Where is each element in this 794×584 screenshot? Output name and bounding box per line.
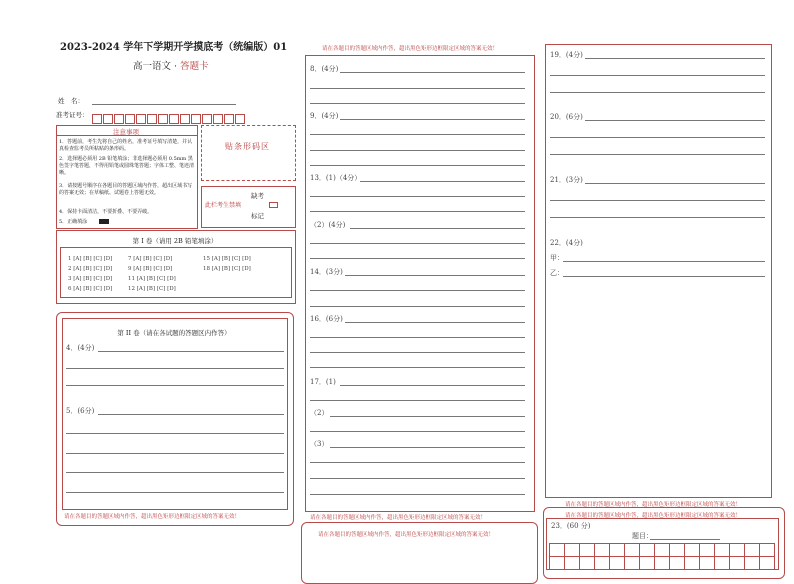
- notice-item-5: 5．正确填涂: [59, 219, 88, 225]
- choice-6[interactable]: 6 [A] [B] [C] [D]: [68, 286, 113, 292]
- q16-line[interactable]: [310, 337, 525, 338]
- q17-line[interactable]: [330, 416, 525, 417]
- choice-15[interactable]: 15 [A] [B] [C] [D]: [203, 256, 251, 262]
- id-label: 准考证号：: [56, 111, 89, 119]
- q17-line[interactable]: [310, 478, 525, 479]
- q19-label: 19．(4分): [550, 51, 583, 59]
- absent-label: 缺考: [251, 192, 264, 200]
- notice-item-1: 1．答题前，考生先将自己的姓名，准考证号填写清楚，并认真检查监考员所粘贴的条形码。: [59, 139, 193, 152]
- q5-line[interactable]: [98, 414, 284, 415]
- q13-line[interactable]: [310, 258, 525, 259]
- part1-title: 第 I 卷（请用 2B 铅笔填涂）: [132, 237, 218, 245]
- barcode-label: 贴条形码区: [225, 142, 270, 151]
- q5-line[interactable]: [66, 492, 284, 493]
- notice-item-2: 2．选择题必须用 2B 铅笔填涂；非选择题必须用 0.5mm 黑色签字笔答题，不得用铅笔或圆珠笔答题；字体工整、笔迹清晰。: [59, 156, 195, 176]
- warning-text: 请在各题目的答题区域内作答，超出黑色矩形边框限定区域的答案无效！: [64, 514, 241, 520]
- choice-3[interactable]: 3 [A] [B] [C] [D]: [68, 276, 113, 282]
- q9-line[interactable]: [310, 150, 525, 151]
- q5-line[interactable]: [66, 433, 284, 434]
- choice-1[interactable]: 1 [A] [B] [C] [D]: [68, 256, 113, 262]
- filled-sample-icon: [99, 219, 109, 224]
- q13-line[interactable]: [310, 196, 525, 197]
- q17-line[interactable]: [340, 385, 525, 386]
- warning-text: 请在各题目的答题区域内作答，超出黑色矩形边框限定区域的答案无效！: [310, 515, 487, 521]
- q21-line[interactable]: [550, 200, 765, 201]
- part2-title: 第 II 卷（请在各试题的答题区内作答）: [117, 329, 231, 337]
- name-field[interactable]: [92, 104, 236, 105]
- q14-line[interactable]: [310, 290, 525, 291]
- q22-b-line[interactable]: [563, 276, 765, 277]
- q13-line[interactable]: [310, 243, 525, 244]
- choice-7[interactable]: 7 [A] [B] [C] [D]: [128, 256, 173, 262]
- choice-2[interactable]: 2 [A] [B] [C] [D]: [68, 266, 113, 272]
- q16-line[interactable]: [345, 322, 525, 323]
- q9-label: 9．(4分): [310, 112, 339, 120]
- middle-answer-box: [305, 55, 535, 512]
- q17-line[interactable]: [310, 494, 525, 495]
- warning-text: 请在各题目的答题区域内作答，超出黑色矩形边框限定区域的答案无效！: [322, 46, 499, 52]
- q13-2-label: （2）(4分): [310, 221, 346, 229]
- q4-line[interactable]: [66, 368, 284, 369]
- q21-label: 21．(3分): [550, 176, 583, 184]
- mark-label: 标记: [251, 212, 264, 220]
- q13-line[interactable]: [310, 211, 525, 212]
- choice-18[interactable]: 18 [A] [B] [C] [D]: [203, 266, 251, 272]
- essay-title-label: 题目：: [632, 532, 653, 540]
- choice-11[interactable]: 11 [A] [B] [C] [D]: [128, 276, 176, 282]
- warning-text: 请在各题目的答题区域内作答，超出黑色矩形边框限定区域的答案无效！: [565, 513, 742, 519]
- q8-line[interactable]: [340, 72, 525, 73]
- q16-line[interactable]: [310, 352, 525, 353]
- q22-label: 22．(4分): [550, 239, 583, 247]
- warning-text: 请在各题目的答题区域内作答，超出黑色矩形边框限定区域的答案无效！: [565, 502, 742, 508]
- q21-line[interactable]: [550, 217, 765, 218]
- q20-line[interactable]: [585, 120, 765, 121]
- absent-forbidden-label: 此栏考生禁填: [205, 202, 242, 209]
- q14-label: 14．(3分): [310, 268, 343, 276]
- q5-label: 5．(6分): [66, 407, 95, 415]
- subject-name: 高一语文 ·: [133, 61, 181, 72]
- q9-line[interactable]: [310, 165, 525, 166]
- q9-line[interactable]: [310, 134, 525, 135]
- q22-b-label: 乙：: [550, 269, 564, 277]
- subject-title: [133, 58, 209, 72]
- q8-label: 8．(4分): [310, 65, 339, 73]
- q17-3-label: （3）: [310, 440, 329, 448]
- notice-item-4: 4．保持卡面清洁，不要折叠、不要弄破。: [59, 209, 153, 215]
- notice-title: 注意事项: [113, 128, 139, 136]
- q4-line[interactable]: [66, 385, 284, 386]
- q19-line[interactable]: [550, 75, 765, 76]
- q20-line[interactable]: [550, 154, 765, 155]
- q23-label: 23．(60 分): [551, 522, 591, 530]
- exam-title: 2023-2024 学年下学期开学摸底考（统编版）01: [60, 42, 288, 53]
- absent-checkbox[interactable]: [269, 202, 278, 208]
- q19-line[interactable]: [585, 58, 765, 59]
- warning-text: 请在各题目的答题区域内作答，超出黑色矩形边框限定区域的答案无效！: [318, 532, 495, 538]
- answer-card-label: 答题卡: [180, 61, 209, 72]
- q17-line[interactable]: [310, 431, 525, 432]
- q13-line[interactable]: [360, 181, 525, 182]
- q17-line[interactable]: [330, 447, 525, 448]
- q5-line[interactable]: [66, 472, 284, 473]
- q22-a-label: 甲：: [550, 254, 564, 262]
- name-label: 姓 名：: [58, 97, 84, 105]
- q9-line[interactable]: [340, 119, 525, 120]
- q4-line[interactable]: [98, 351, 284, 352]
- q13-1-label: 13．(1)（4分）: [310, 174, 362, 182]
- choice-9[interactable]: 9 [A] [B] [C] [D]: [128, 266, 173, 272]
- q22-a-line[interactable]: [563, 261, 765, 262]
- q13-line[interactable]: [350, 228, 525, 229]
- q17-line[interactable]: [310, 400, 525, 401]
- q5-line[interactable]: [66, 453, 284, 454]
- q20-label: 20．(6分): [550, 113, 583, 121]
- essay-grid[interactable]: [549, 543, 775, 570]
- q20-line[interactable]: [550, 137, 765, 138]
- q17-line[interactable]: [310, 462, 525, 463]
- q19-line[interactable]: [550, 92, 765, 93]
- q16-line[interactable]: [310, 367, 525, 368]
- q14-line[interactable]: [310, 306, 525, 307]
- q16-label: 16．(6分): [310, 315, 343, 323]
- notice-item-3: 3．请按题号顺序在各题目的答题区域内作答，超出区域书写的答案无效；在草稿纸、试题卷上答题无效。: [59, 183, 193, 196]
- q8-line[interactable]: [310, 88, 525, 89]
- q8-line[interactable]: [310, 103, 525, 104]
- barcode-area: [201, 125, 296, 181]
- q21-line[interactable]: [585, 183, 765, 184]
- q17-2-label: （2）: [310, 409, 329, 417]
- q4-label: 4．(4分): [66, 344, 95, 352]
- q17-1-label: 17．(1): [310, 378, 336, 386]
- choice-12[interactable]: 12 [A] [B] [C] [D]: [128, 286, 176, 292]
- q14-line[interactable]: [345, 275, 525, 276]
- essay-title-line[interactable]: [650, 539, 720, 540]
